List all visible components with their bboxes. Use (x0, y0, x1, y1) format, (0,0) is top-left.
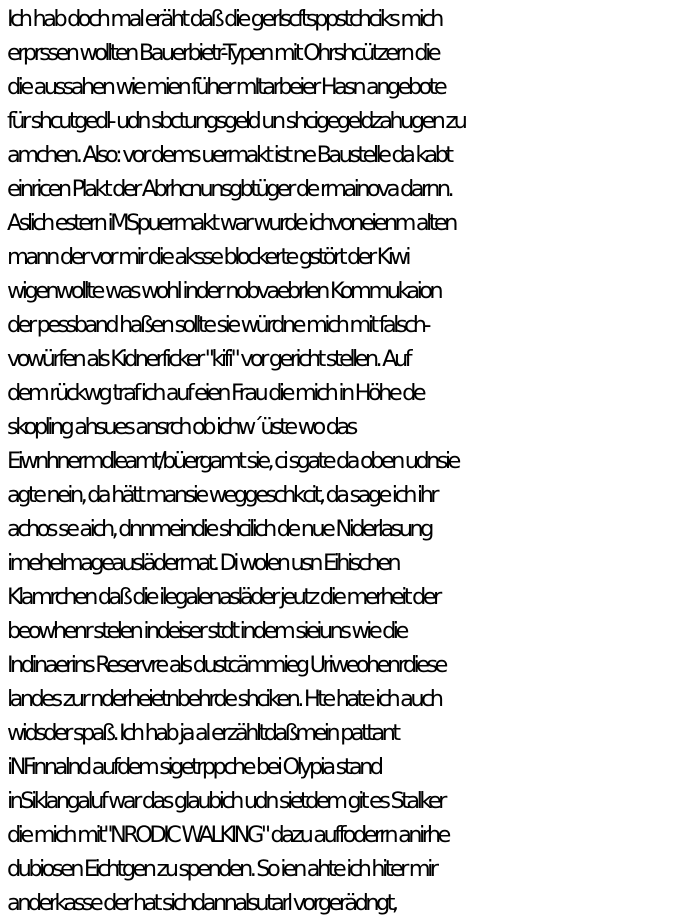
text-line: iNFinnalnd aufdem sigetrppche bei Olypia stand (7, 754, 381, 780)
text-line: Indinaerins Reservre als dustcämmieg Uriweohenrdiese (7, 652, 445, 678)
document-text (7, 2, 683, 920)
text-line: einricen Plakt der Abrhcnunsgbtüger de rmainova darnn. (7, 176, 452, 202)
text-line: amchen. Also: vor dems uermakt ist ne Baustelle da kabt (7, 142, 451, 168)
text-line: für shcutgedl- udn sbctungsgeld un shcigegeldzahugen zu (7, 108, 465, 134)
text-line: dem rückwg traf ich auf eien Frau die mich in Höhe de (7, 380, 424, 406)
text-line: mann der vor mir die aksse blockerte gstört der Kiwi (7, 244, 408, 270)
text-line: dubiosen Eichtgen zu spenden. So ien ahte ich hiter mir (7, 856, 436, 882)
text-line: wigenwollte was wohl inder nobvaebrlen Kommukaion (7, 278, 441, 304)
text-line: erprssen wollten Bauerbietr-Typen mit Ohrshcützern die (7, 40, 439, 66)
text-line: der pessband haßen sollte sie würdne mich mit falsch- (7, 312, 428, 338)
text-line: Ich hab doch mal eräht daß die gerlscftsppstchciks mich (7, 6, 441, 32)
text-line: widsder spaß. Ich hab ja al erzähltdaßmein pattant (7, 720, 398, 746)
text-line: die mich mit"NRODIC WALKING" dazu auffoderrn anirhe (7, 822, 448, 848)
text-line: Eiwnhnermdleamt/büergamt sie, ci sgate da oben udnsie (7, 448, 458, 474)
text-line: die aussahen wie mien füher mItarbeier Hasn angebote (7, 74, 445, 100)
text-line: Klamrchen daß die ilegalenasläder jeutz die merheit der (7, 584, 439, 610)
text-line: anderkasse der hat sichdannalsutarl vorgerädngt, (7, 890, 396, 916)
text-line: Aslich estern iMSpuermakt war wurde ichvoneienm alten (7, 210, 455, 236)
text-line: landes zur nderheietnbehrde shciken. Hte hate ich auch (7, 686, 441, 712)
text-line: vowürfen als Kidnerficker "kifi" vor gericht stellen. Auf (7, 346, 409, 372)
text-line: achos se aich, dnnmeindie shcilich de nue Niderlasung (7, 516, 431, 542)
text-line: imehelmageauslädermat. Di wolen usn Eihischen (7, 550, 399, 576)
text-line: skopling ahsues ansrch ob ichw´üste wo das (7, 414, 355, 440)
text-line: beowhenr stelen indeiser stdt indem sieiuns wie die (7, 618, 406, 644)
text-line: agte nein, da hätt mansie weggeschkcit, da sage ich ihr (7, 482, 436, 508)
text-line: inSiklangaluf war das glaubich udn sietdem git es Stalker (7, 788, 444, 814)
